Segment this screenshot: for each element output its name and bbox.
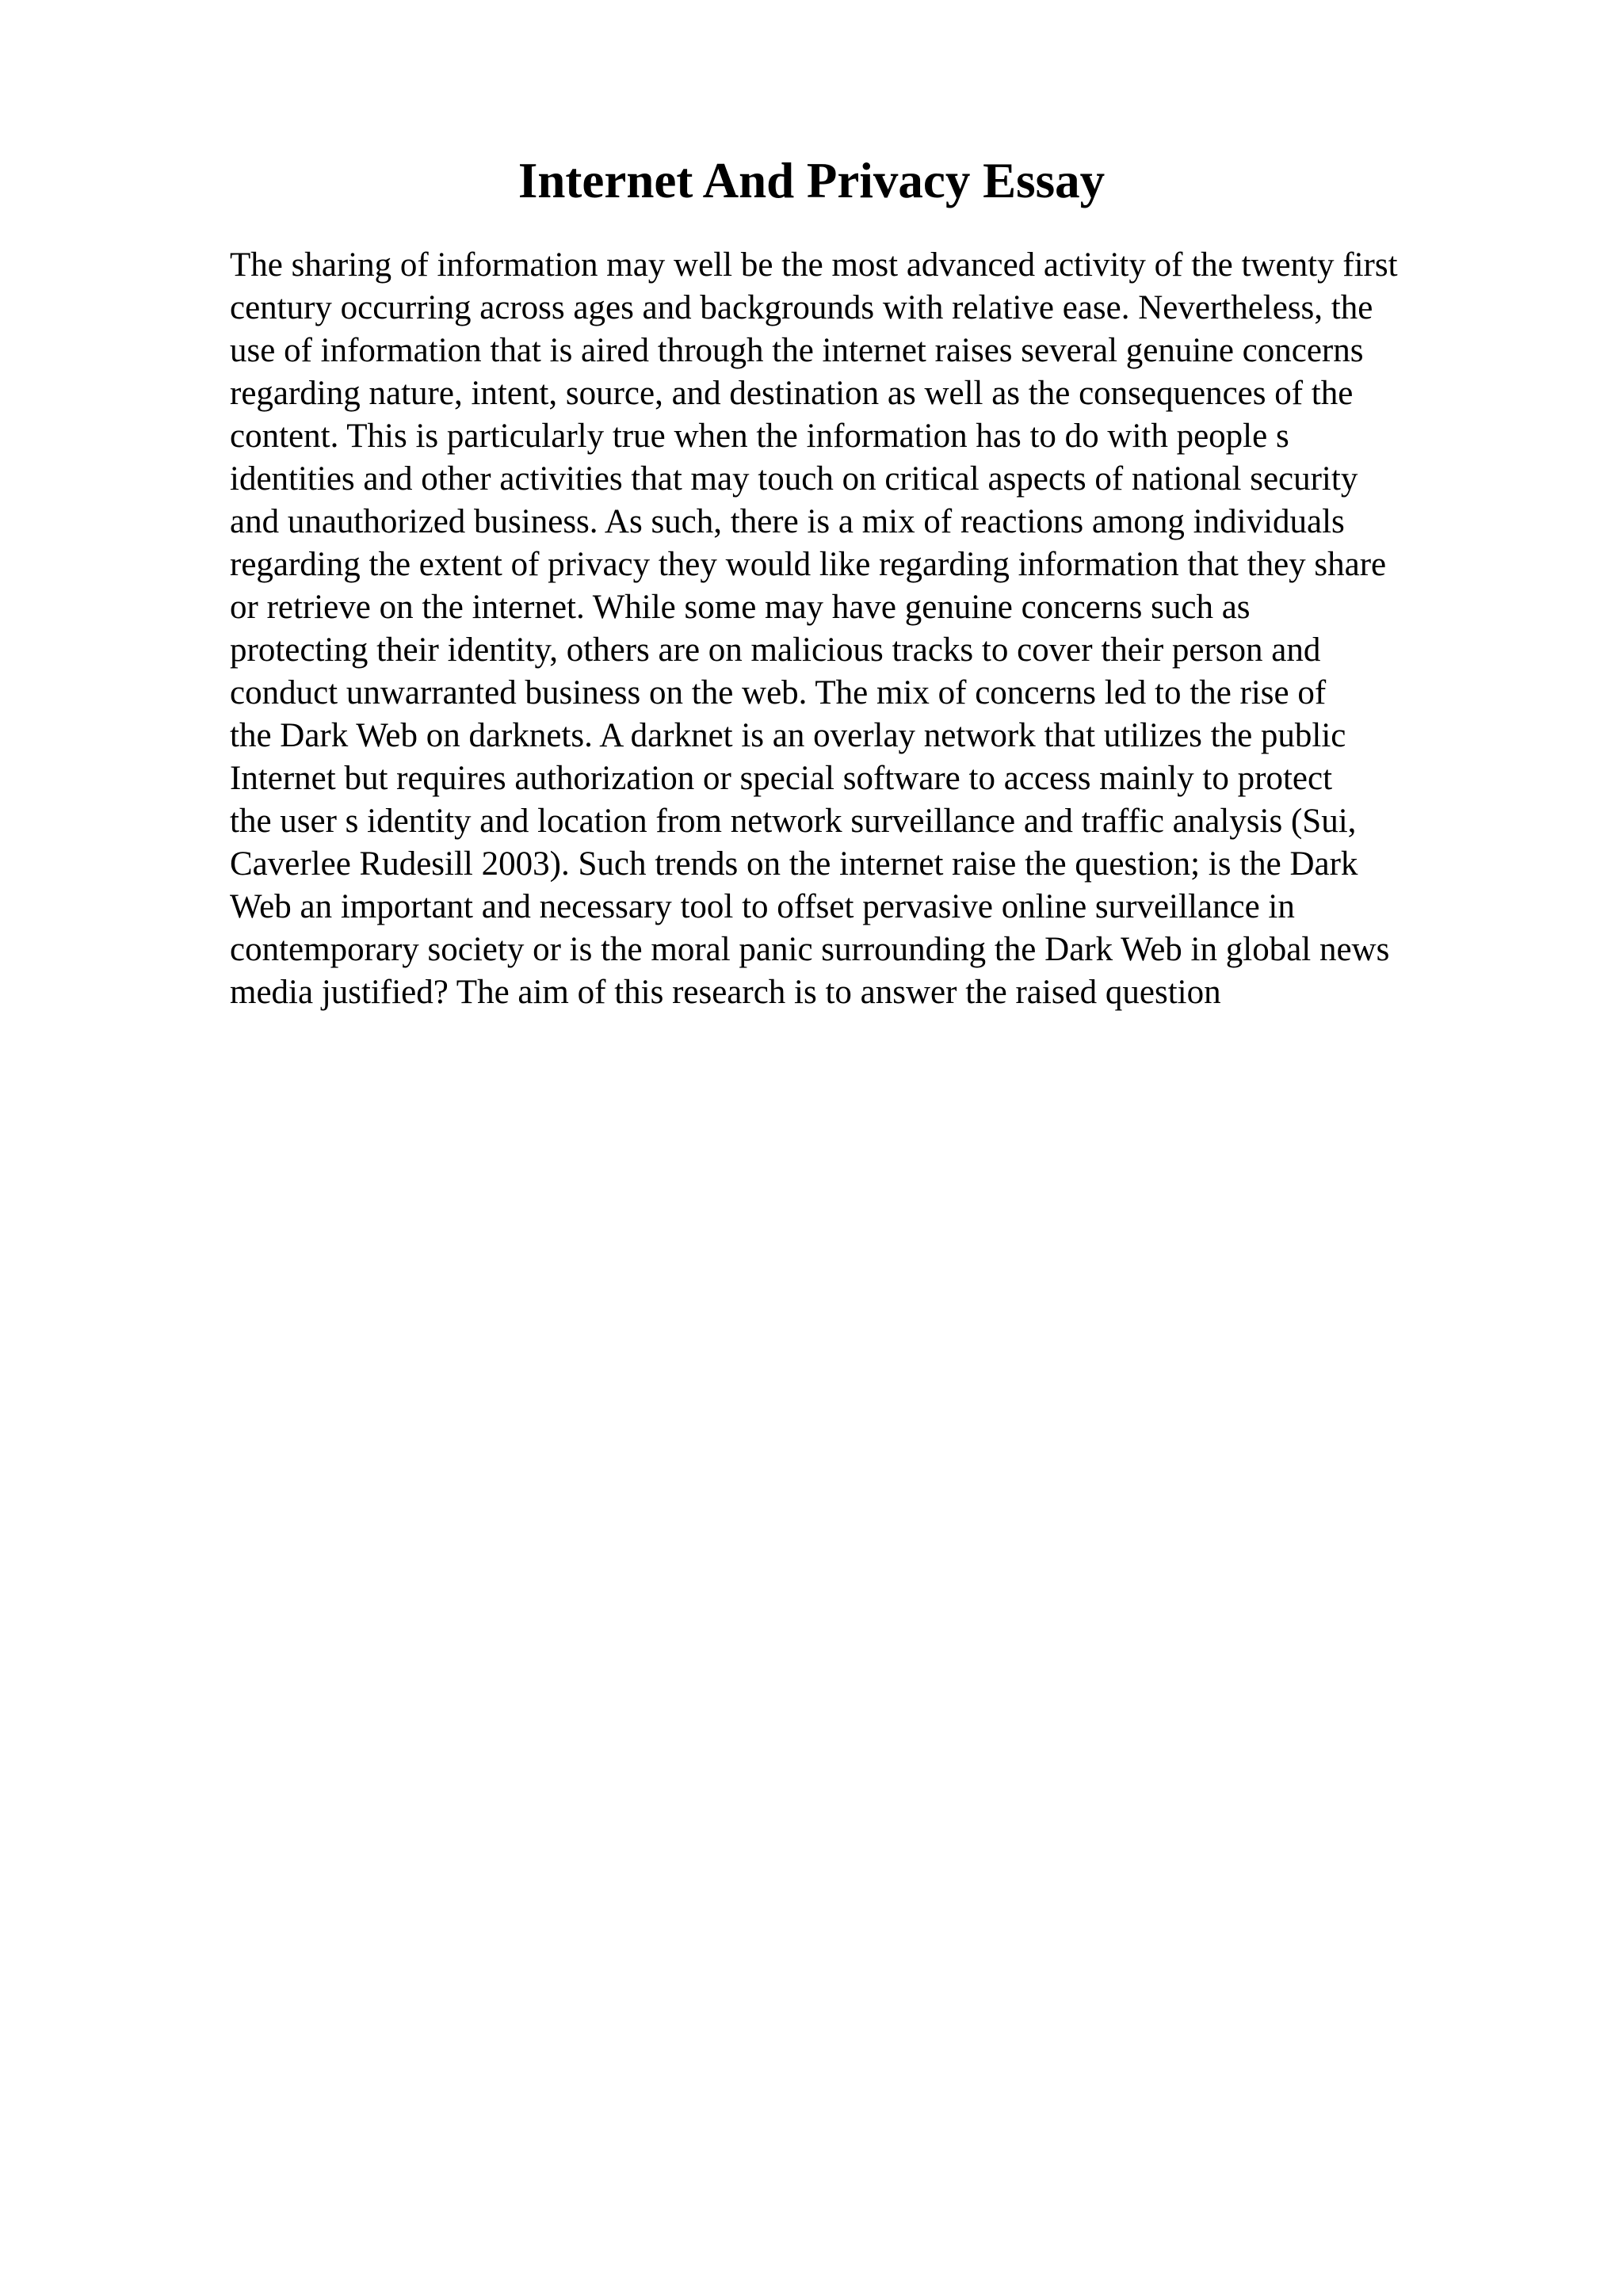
body-line: content. This is particularly true when the information has to do with people s [230, 418, 1289, 455]
body-line: the user s identity and location from network surveillance and traffic analysis (Sui, [230, 803, 1357, 840]
body-line: the Dark Web on darknets. A darknet is an overlay network that utilizes the public [230, 717, 1346, 754]
body-line: and unauthorized business. As such, there is a mix of reactions among individuals [230, 503, 1345, 540]
essay-title: Internet And Privacy Essay [517, 153, 1106, 208]
body-line: or retrieve on the internet. While some may have genuine concerns such as [230, 589, 1251, 626]
essay-body [230, 244, 1514, 1014]
body-line: identities and other activities that may touch on critical aspects of national security [230, 460, 1358, 498]
body-line: media justified? The aim of this research is to answer the raised question [230, 974, 1221, 1011]
body-line: century occurring across ages and backgrounds with relative ease. Nevertheless, the [230, 289, 1373, 326]
body-line: use of information that is aired through the internet raises several genuine concerns [230, 332, 1364, 369]
body-line: Caverlee Rudesill 2003). Such trends on the internet raise the question; is the Dark [230, 845, 1358, 883]
body-line: The sharing of information may well be the most advanced activity of the twenty first [230, 246, 1398, 284]
body-line: regarding nature, intent, source, and destination as well as the consequences of the [230, 375, 1354, 412]
body-line: conduct unwarranted business on the web. The mix of concerns led to the rise of [230, 674, 1327, 711]
body-line: Internet but requires authorization or special software to access mainly to protect [230, 760, 1333, 797]
body-line: contemporary society or is the moral panic surrounding the Dark Web in global news [230, 931, 1390, 968]
body-line: protecting their identity, others are on malicious tracks to cover their person and [230, 631, 1321, 669]
body-line: Web an important and necessary tool to offset pervasive online surveillance in [230, 888, 1295, 925]
body-line: regarding the extent of privacy they would like regarding information that they share [230, 546, 1387, 583]
